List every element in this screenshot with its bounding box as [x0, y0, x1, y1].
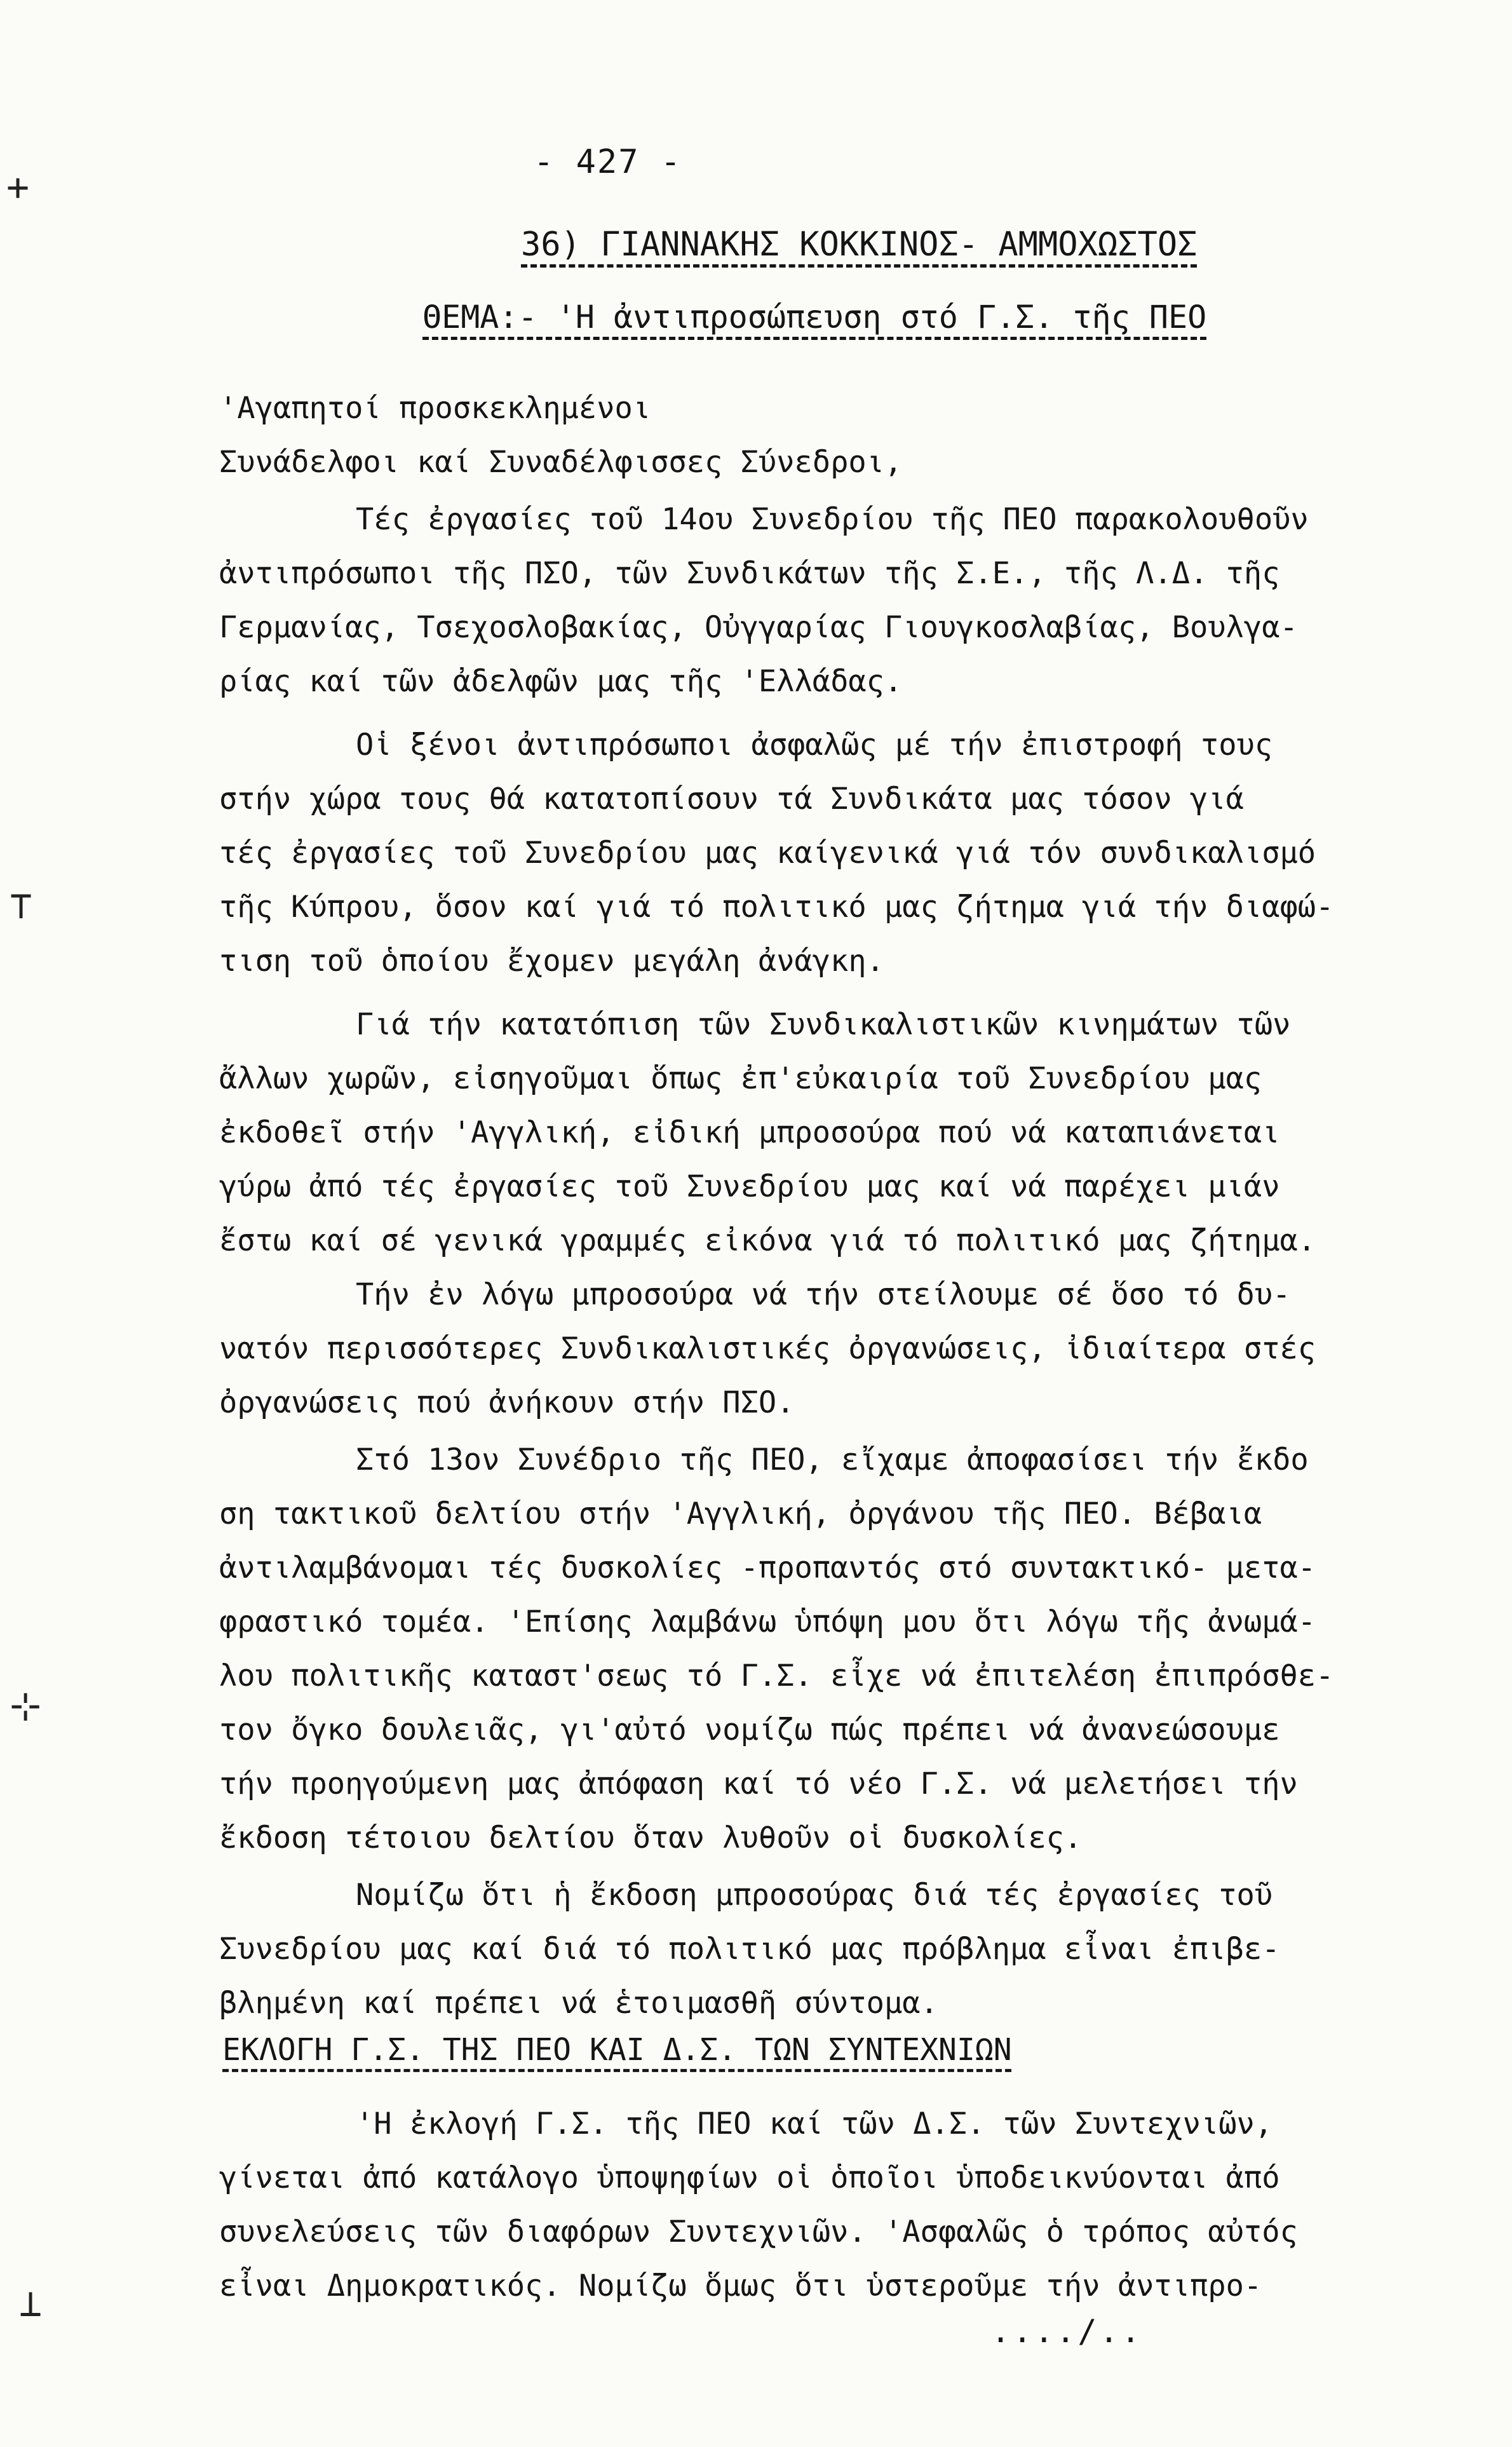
text-line: Νομίζω ὅτι ἡ ἔκδοση μπροσούρας διά τές ἐργασίες τοῦ	[356, 1878, 1273, 1913]
margin-mark: ⊹	[10, 1684, 42, 1728]
text-line: λου πολιτικῆς καταστ'σεως τό Γ.Σ. εἶχε νά ἐπιτελέση ἐπιπρόσθε-	[219, 1658, 1334, 1693]
paragraph-7	[219, 2097, 1299, 2313]
text-line: τῆς Κύπρου, ὅσον καί γιά τό πολιτικό μας ζήτημα γιά τήν διαφώ-	[219, 890, 1334, 925]
text-line: τήν προηγούμενη μας ἀπόφαση καί τό νέο Γ.Σ. νά μελετήσει τήν	[219, 1766, 1298, 1801]
text-line: 'Αγαπητοί προσκεκλημένοι	[219, 391, 651, 426]
paragraph-4	[219, 1268, 1316, 1430]
speaker-heading: 36) ΓΙΑΝΝΑΚΗΣ ΚΟΚΚΙΝΟΣ- ΑΜΜΟΧΩΣΤΟΣ	[521, 226, 1198, 264]
text-line: ρίας καί τῶν ἀδελφῶν μας τῆς 'Ελλάδας.	[219, 664, 903, 699]
text-line: Στό 13ον Συνέδριο τῆς ΠΕΟ, εἴχαμε ἀποφασίσει τήν ἔκδο	[356, 1442, 1309, 1477]
paragraph-2	[219, 718, 1334, 988]
text-line: συνελεύσεις τῶν διαφόρων Συντεχνιῶν. 'Ασφαλῶς ὁ τρόπος αὐτός	[219, 2214, 1298, 2249]
paragraph-5	[219, 1433, 1334, 1865]
text-line: ἀντιπρόσωποι τῆς ΠΣΟ, τῶν Συνδικάτων τῆς Σ.Ε., τῆς Λ.Δ. τῆς	[219, 556, 1280, 591]
salutation	[219, 381, 1299, 489]
paragraph-3	[219, 998, 1316, 1268]
paragraph-6	[219, 1868, 1299, 2030]
text-line: γύρω ἀπό τές ἐργασίες τοῦ Συνεδρίου μας καί νά παρέχει μιάν	[219, 1169, 1280, 1204]
text-line: ἔκδοση τέτοιου δελτίου ὅταν λυθοῦν οἱ δυσκολίες.	[219, 1820, 1083, 1855]
text-line: φραστικό τομέα. 'Επίσης λαμβάνω ὑπόψη μου ὅτι λόγω τῆς ἀνωμά-	[219, 1604, 1316, 1639]
text-line: ἀντιλαμβάνομαι τές δυσκολίες -προπαντός στό συντακτικό- μετα-	[219, 1550, 1316, 1585]
text-line: τον ὄγκο δουλειᾶς, γι'αὐτό νομίζω πώς πρέπει νά ἀνανεώσουμε	[219, 1712, 1280, 1747]
margin-mark: ⊥	[19, 2281, 43, 2326]
text-line: εἶναι Δημοκρατικός. Νομίζω ὅμως ὅτι ὑστεροῦμε τήν ἀντιπρο-	[219, 2268, 1262, 2303]
text-line: ἄλλων χωρῶν, εἰσηγοῦμαι ὅπως ἐπ'εὐκαιρία τοῦ Συνεδρίου μας	[219, 1061, 1262, 1096]
margin-mark: ⊤	[10, 883, 33, 928]
text-line: ὀργανώσεις πού ἀνήκουν στήν ΠΣΟ.	[219, 1385, 795, 1420]
text-line: Γιά τήν κατατόπιση τῶν Συνδικαλιστικῶν κινημάτων τῶν	[356, 1007, 1291, 1042]
paragraph-1	[219, 492, 1309, 708]
text-line: Συνεδρίου μας καί διά τό πολιτικό μας πρόβλημα εἶναι ἐπιβε-	[219, 1932, 1280, 1967]
section-subheading: ΕΚΛΟΓΗ Γ.Σ. ΤΗΣ ΠΕΟ ΚΑΙ Δ.Σ. ΤΩΝ ΣΥΝΤΕΧΝΙΩΝ	[222, 2032, 1012, 2068]
text-line: 'Η ἐκλογή Γ.Σ. τῆς ΠΕΟ καί τῶν Δ.Σ. τῶν Συντεχνιῶν,	[356, 2106, 1273, 2141]
text-line: βλημένη καί πρέπει νά ἑτοιμασθῆ σύντομα.	[219, 1986, 938, 2021]
text-line: Τές ἐργασίες τοῦ 14ου Συνεδρίου τῆς ΠΕΟ παρακολουθοῦν	[356, 502, 1309, 537]
text-line: Συνάδελφοι καί Συναδέλφισσες Σύνεδροι,	[219, 445, 903, 480]
page-number: - 427 -	[534, 143, 682, 181]
text-line: Τήν ἐν λόγω μπροσούρα νά τήν στείλουμε σέ ὅσο τό δυ-	[356, 1277, 1291, 1312]
text-line: ἐκδοθεῖ στήν 'Αγγλική, εἰδική μπροσούρα πού νά καταπιάνεται	[219, 1115, 1280, 1150]
theme-line: ΘΕΜΑ:- 'Η ἀντιπροσώπευση στό Γ.Σ. τῆς ΠΕΟ	[422, 299, 1207, 336]
text-line: τιση τοῦ ὁποίου ἔχομεν μεγάλη ἀνάγκη.	[219, 944, 884, 979]
margin-mark: +	[6, 165, 30, 210]
text-line: ἔστω καί σέ γενικά γραμμές εἰκόνα γιά τό πολιτικό μας ζήτημα.	[219, 1223, 1316, 1258]
text-line: στήν χώρα τους θά κατατοπίσουν τά Συνδικάτα μας τόσον γιά	[219, 782, 1244, 817]
text-line: Γερμανίας, Τσεχοσλοβακίας, Οὐγγαρίας Γιουγκοσλαβίας, Βουλγα-	[219, 610, 1298, 645]
continuation-marker: ..../..	[991, 2313, 1143, 2350]
text-line: ση τακτικοῦ δελτίου στήν 'Αγγλική, ὀργάνου τῆς ΠΕΟ. Βέβαια	[219, 1496, 1262, 1531]
text-line: γίνεται ἀπό κατάλογο ὑποψηφίων οἱ ὁποῖοι ὑποδεικνύονται ἀπό	[219, 2160, 1280, 2195]
text-line: Οἱ ξένοι ἀντιπρόσωποι ἀσφαλῶς μέ τήν ἐπιστροφή τους	[356, 728, 1273, 763]
text-line: τές ἐργασίες τοῦ Συνεδρίου μας καίγενικά γιά τόν συνδικαλισμό	[219, 836, 1316, 871]
text-line: νατόν περισσότερες Συνδικαλιστικές ὀργανώσεις, ἰδιαίτερα στές	[219, 1331, 1316, 1366]
